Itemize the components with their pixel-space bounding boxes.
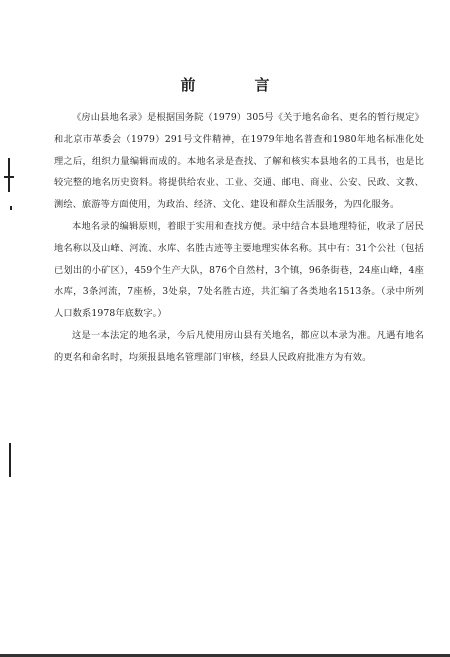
page-title: 前 言 [180,76,292,94]
paragraph-legal-status: 这是一本法定的地名录，今后凡使用房山县有关地名，都应以本录为准。凡遇有地名的更名和命名时，均须报县地名管理部门审核，经县人民政府批准方为有效。 [54,329,424,363]
scan-mark-binding [8,158,10,192]
body-text [54,107,424,369]
scan-mark-tick [4,176,14,178]
paragraph-purpose: 《房山县地名录》是根据国务院（1979）305号《关于地名命名、更名的暂行规定》和北京市革委会（1979）291号文件精神，在1979年地名普查和1980年地名标准化处理之后，组织力量编辑而成的。本地名录是查找、了解和核实本县地名的工具书，也是比较完整的地名历史资料。将提供给农业、工业、交通、邮电、商业、公安、民政、文教、测绘、旅游等方面使用，为政治、经济、文化、建设和群众生活服务，为四化服务。 [54,112,424,211]
paragraph-principles: 本地名录的编辑原则，着眼于实用和查找方便。录中结合本县地理特征，收录了居民地名称以及山峰、河流、水库、名胜古迹等主要地理实体名称。其中有：31个公社（包括已划出的小矿区），459个生产大队，876个自然村，3个镇，96条街巷，24座山峰，4座水库，3条河流，7座桥，3处泉，7处名胜古迹，共汇编了各类地名1513条。（录中所列人口数系1978年底数字。） [54,220,424,320]
scan-mark-line [9,443,11,477]
scan-mark-dot [10,206,12,210]
